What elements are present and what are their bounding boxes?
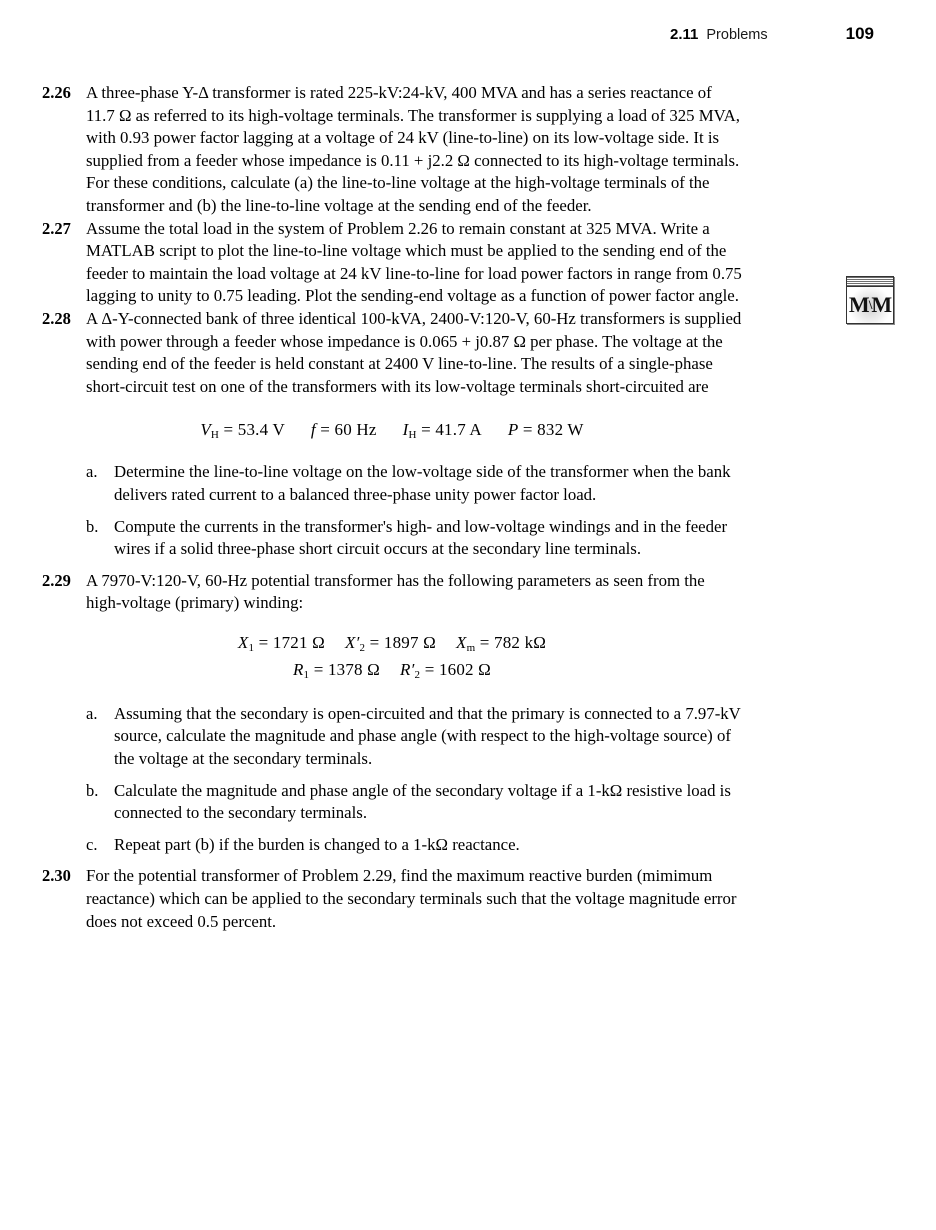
- problem-number: 2.26: [42, 83, 71, 102]
- problem-body: A three-phase Y-Δ transformer is rated 225-kV:24-kV, 400 MVA and has a series reactance of 11.7 Ω as referred to its high-voltage terminals. The transformer is supplying a load of 325 MVA, with 0.93 power factor lagging at a voltage of 24 kV (line-to-line) on its low-voltage side. It is supplied from a feeder whose impedance is 0.11 + j2.2 Ω connected to its high-voltage terminals. For these conditions, calculate (a) the line-to-line voltage at the high-voltage terminals of the transformer and (b) the line-to-line voltage at the sending end of the feeder.: [86, 83, 740, 215]
- subitem-label: b.: [86, 780, 99, 800]
- problem-2-29-subitems: [42, 703, 742, 857]
- problem-body: Assume the total load in the system of Problem 2.26 to remain constant at 325 MVA. Write a MATLAB script to plot the line-to-line voltage which must be applied to the sending end of the feeder to maintain the load voltage at 24 kV line-to-line for load power factors in range from 0.75 lagging to unity to 0.75 leading. Plot the sending-end voltage as a function of power factor angle.: [86, 218, 742, 306]
- subitem-label: a.: [86, 462, 98, 482]
- matlab-icon-bar: [847, 277, 893, 287]
- problem-body: A Δ-Y-connected bank of three identical 100-kVA, 2400-V:120-V, 60-Hz transformers is supplied with power through a feeder whose impedance is 0.065 + j0.87 Ω per phase. The voltage at the sending end of the feeder is held constant at 2400 V line-to-line. The results of a single-phase short-circuit test on one of the transformers with its low-voltage terminals short-circuited are: [86, 308, 742, 396]
- subitem-a: [86, 461, 742, 506]
- problem-2-30: [42, 865, 742, 933]
- subitem-b: [86, 516, 742, 561]
- subitem-b: [86, 780, 742, 825]
- subitem-c: [86, 834, 742, 857]
- eq-xm-value: 782 kΩ: [494, 632, 547, 652]
- eq-x2-value: 1897 Ω: [383, 632, 436, 652]
- matlab-icon-glyph: M \ M: [847, 287, 893, 323]
- eq-r1-value: 1378 Ω: [327, 659, 381, 679]
- problem-2-28-subitems: [42, 461, 742, 560]
- equation-2-29-line2: $R_1 = 1378$ Ω $R'_2 = 1602$ Ω: [292, 659, 492, 681]
- problem-number: 2.27: [42, 218, 71, 238]
- subitem-label: b.: [86, 516, 99, 536]
- subitem-a: [86, 703, 742, 771]
- subitem-text: Assuming that the secondary is open-circuited and that the primary is connected to a 7.97-kV source, calculate the magnitude and phase angle (with respect to the high-voltage source) of the voltage at the secondary terminals.: [114, 703, 741, 769]
- equation-2-28: $V_H = 53.4$ V f = 60 Hz $I_H = 41.7$ A P = 832 W: [200, 420, 584, 442]
- eq-i-h-value: 41.7 A: [435, 420, 482, 440]
- header-section-number: 2.11: [670, 26, 699, 43]
- problem-number: 2.29: [42, 570, 71, 590]
- subitem-label: c.: [86, 834, 98, 854]
- problem-body: For the potential transformer of Problem 2.29, find the maximum reactive burden (mimimum reactance) which can be applied to the secondary terminals such that the voltage magnitude error does not exceed 0.5 percent.: [86, 866, 737, 931]
- problem-number: 2.28: [42, 308, 71, 328]
- matlab-icon: [846, 276, 894, 324]
- problem-body: A 7970-V:120-V, 60-Hz potential transformer has the following parameters as seen from the high-voltage (primary) winding:: [86, 570, 705, 613]
- subitem-text: Calculate the magnitude and phase angle of the secondary voltage if a 1-kΩ resistive load is connected to the secondary terminals.: [114, 780, 731, 823]
- equation-2-29-line1: $X_1 = 1721$ Ω $X'_2 = 1897$ Ω $X_m = 782$ kΩ: [237, 632, 547, 654]
- eq-p-value: 832 W: [537, 420, 584, 440]
- page-number: 109: [845, 24, 874, 43]
- problem-2-28: [42, 308, 742, 398]
- eq-x1-value: 1721 Ω: [272, 632, 325, 652]
- header-section-title: Problems: [706, 27, 768, 43]
- subitem-label: a.: [86, 703, 98, 723]
- eq-f-value: 60 Hz: [334, 420, 377, 440]
- problem-number: 2.30: [42, 866, 71, 886]
- subitem-text: Determine the line-to-line voltage on the low-voltage side of the transformer when the bank delivers rated current to a balanced three-phase unity power factor load.: [114, 462, 731, 504]
- problem-2-26: [42, 82, 742, 218]
- problem-2-27: [42, 218, 742, 308]
- eq-v-h-value: 53.4 V: [237, 420, 285, 440]
- subitem-text: Repeat part (b) if the burden is changed to a 1-kΩ reactance.: [114, 834, 520, 854]
- problem-2-29: [42, 570, 742, 615]
- page-header: [36, 24, 876, 58]
- problems-list: [42, 82, 742, 933]
- subitem-text: Compute the currents in the transformer's high- and low-voltage windings and in the feeder wires if a solid three-phase short circuit occurs at the secondary line terminals.: [114, 516, 728, 559]
- eq-r2-value: 1602 Ω: [438, 659, 492, 679]
